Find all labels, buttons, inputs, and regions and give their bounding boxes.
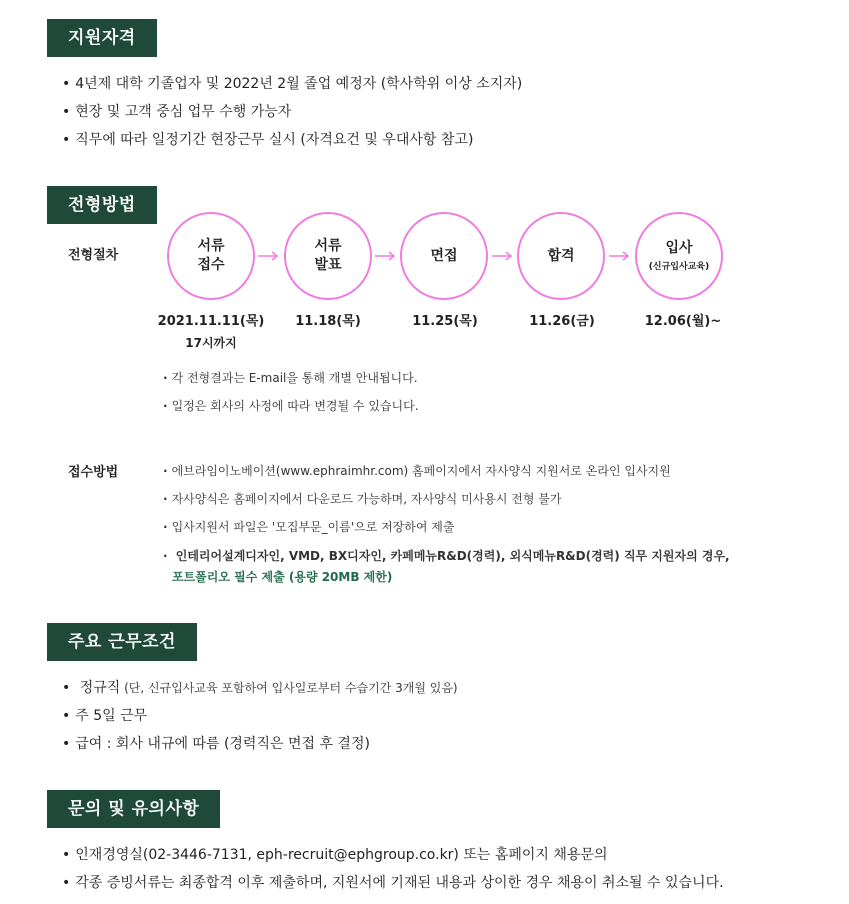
list-item: • 현장 및 고객 중심 업무 수행 가능자	[62, 101, 522, 129]
list-item: · 각 전형결과는 E-mail을 통해 개별 안내됩니다.	[163, 370, 419, 386]
list-item: · 일정은 회사의 사정에 따라 변경될 수 있습니다.	[163, 398, 419, 414]
list-item: • 급여 : 회사 내규에 따름 (경력직은 면접 후 결정)	[62, 733, 458, 761]
inquiry-list	[62, 844, 724, 900]
apply-method-list	[163, 463, 730, 566]
step-label: 접수	[197, 257, 225, 273]
step-date: 12.06(월)~	[644, 314, 722, 329]
step-interview	[400, 212, 488, 300]
step-join	[635, 212, 723, 300]
list-item: • 각종 증빙서류는 최종합격 이후 제출하며, 지원서에 기재된 내용과 상이한 경우 채용이 취소될 수 있습니다.	[62, 872, 724, 900]
step-label: 발표	[314, 257, 342, 273]
list-item: • 인재경영실(02-3446-7131, eph-recruit@ephgroup.co.kr) 또는 홈페이지 채용문의	[62, 844, 724, 872]
step-date	[151, 313, 271, 352]
step-label: 서류	[197, 238, 225, 254]
arrow-right-icon	[258, 250, 280, 262]
process-title: 전형방법	[47, 186, 157, 224]
inquiry-title: 문의 및 유의사항	[47, 790, 220, 828]
step-date: 11.18(목)	[295, 314, 361, 329]
list-item: · 자사양식은 홈페이지에서 다운로드 가능하며, 자사양식 미사용시 전형 불가	[163, 491, 730, 507]
step-date-text: 2021.11.11(목)	[157, 314, 265, 329]
list-item: • 주 5일 근무	[62, 705, 458, 733]
step-sublabel: (신규입사교육)	[648, 261, 710, 272]
qualifications-title: 지원자격	[47, 19, 157, 57]
step-document-result	[284, 212, 372, 300]
list-item	[163, 547, 730, 566]
step-label: 입사	[665, 239, 693, 256]
list-item	[62, 677, 458, 705]
step-label: 서류	[314, 238, 342, 254]
step-date: 11.25(목)	[412, 314, 478, 329]
qualifications-list	[62, 73, 522, 157]
list-item: • 4년제 대학 기졸업자 및 2022년 2월 졸업 예정자 (학사학위 이상 소지자)	[62, 73, 522, 101]
arrow-right-icon	[375, 250, 397, 262]
list-item: • 직무에 따라 일정기간 현장근무 실시 (자격요건 및 우대사항 참고)	[62, 129, 522, 157]
conditions-list	[62, 677, 458, 761]
employment-note: (단, 신규입사교육 포함하여 입사일로부터 수습기간 3개월 있음)	[120, 681, 458, 695]
step-date: 11.26(금)	[529, 314, 595, 329]
step-label: 합격	[547, 247, 575, 264]
process-notes	[163, 370, 419, 414]
portfolio-requirement-cont: 포트폴리오 필수 제출 (용량 20MB 제한)	[172, 570, 393, 584]
apply-method-label: 접수방법	[68, 465, 119, 480]
arrow-right-icon	[609, 250, 631, 262]
list-item: · 에브라임이노베이션(www.ephraimhr.com) 홈페이지에서 자사양식 지원서로 온라인 입사지원	[163, 463, 730, 479]
step-label: 면접	[430, 247, 458, 264]
portfolio-requirement: 인테리어설계디자인, VMD, BX디자인, 카페메뉴R&D(경력), 외식메뉴R&D(경력) 직무 지원자의 경우,	[175, 549, 730, 563]
steps-label: 전형절차	[68, 248, 119, 263]
step-document-submission	[167, 212, 255, 300]
conditions-title: 주요 근무조건	[47, 623, 197, 661]
step-pass	[517, 212, 605, 300]
arrow-right-icon	[492, 250, 514, 262]
step-date-time: 17시까지	[185, 336, 237, 350]
list-item: · 입사지원서 파일은 '모집부문_이름'으로 저장하여 제출	[163, 519, 730, 535]
employment-type: 정규직	[79, 680, 121, 696]
